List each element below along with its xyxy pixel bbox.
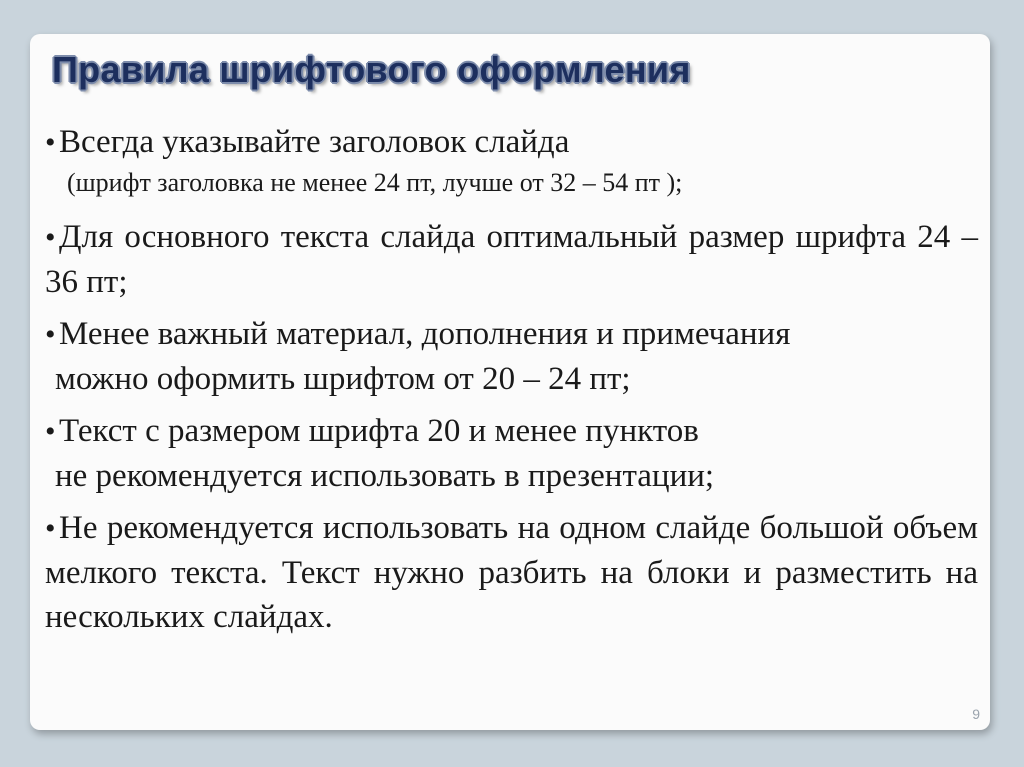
- slide-card: [30, 34, 990, 730]
- bullet-item-3-text: Менее важный материал, дополнения и примечания: [59, 316, 791, 352]
- bullet-icon: •: [45, 318, 56, 351]
- bullet-item-3-continuation: можно оформить шрифтом от 20 – 24 пт;: [55, 361, 631, 397]
- slide-body: [45, 120, 978, 639]
- bullet-item-4-continuation: не рекомендуется использовать в презентации;: [55, 458, 715, 494]
- bullet-item-4-text: Текст с размером шрифта 20 и менее пунктов: [59, 413, 699, 449]
- bullet-item-5-text: Не рекомендуется использовать на одном слайде большой объем мелкого текста. Текст нужно разбить на блоки и разместить на нескольких слайдах.: [45, 510, 978, 635]
- bullet-item-2-text: Для основного текста слайда оптимальный размер шрифта 24 –36 пт;: [45, 219, 978, 300]
- page-number: 9: [972, 706, 980, 722]
- bullet-item-1: [45, 120, 978, 165]
- bullet-icon: •: [45, 126, 56, 159]
- slide-title: Правила шрифтового оформления: [52, 49, 691, 90]
- bullet-item-1-text: Всегда указывайте заголовок слайда: [59, 124, 570, 160]
- bullet-item-4: [45, 409, 978, 454]
- bullet-icon: •: [45, 512, 56, 545]
- bullet-icon: •: [45, 221, 56, 254]
- bullet-item-3: [45, 312, 978, 357]
- bullet-item-1-note: (шрифт заголовка не менее 24 пт, лучше от 32 – 54 пт );: [67, 168, 683, 197]
- bullet-icon: •: [45, 415, 56, 448]
- bullet-item-5: [45, 506, 978, 639]
- bullet-item-2: [45, 215, 978, 304]
